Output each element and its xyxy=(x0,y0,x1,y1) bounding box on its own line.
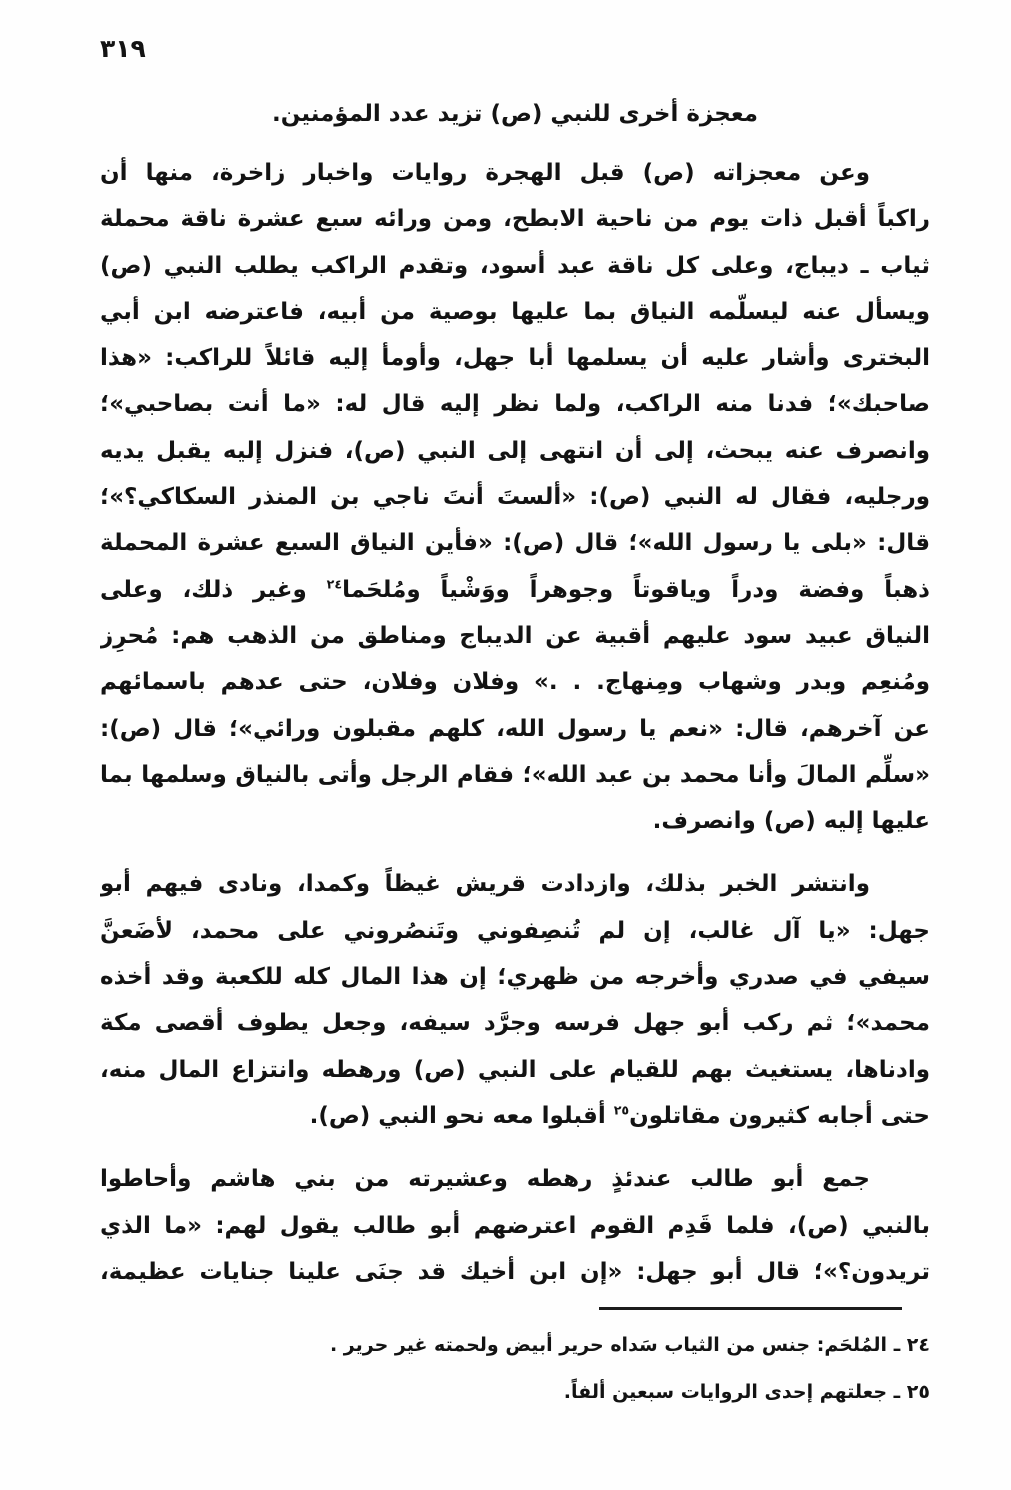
text-line: عليها إليه (ص) وانصرف. xyxy=(652,808,930,835)
paragraphs xyxy=(100,150,930,1312)
text-line: عن آخرهم، قال: «نعم يا رسول الله، كلهم مقبلون ورائي»؛ قال (ص): xyxy=(100,715,930,742)
text-line: ذهباً وفضة ودراً وياقوتاً وجوهراً ووَشْياً ومُلحَما$^{٢٤}$ وغير ذلك، وعلى xyxy=(100,576,930,603)
text-line: وعن معجزاته (ص) قبل الهجرة روايات واخبار زاخرة، منها أن xyxy=(100,160,870,186)
paragraph xyxy=(100,861,930,1139)
section-heading: معجزة أخرى للنبي (ص) تزيد عدد المؤمنين. xyxy=(271,101,759,127)
text-line: حتى أجابه كثيرون مقاتلون$^{٢٥}$ أقبلوا معه نحو النبي (ص). xyxy=(309,1102,930,1129)
footnote-ref: ٢٤ xyxy=(326,576,343,592)
footnote: ٢٥ ـ جعلتهم إحدى الروايات سبعين ألفاً. xyxy=(563,1381,930,1403)
footnote-separator xyxy=(599,1307,902,1310)
text-line: جهل: «يا آل غالب، إن لم تُنصِفوني وتَنصُروني على محمد، لأضَعنَّ xyxy=(100,917,930,944)
text-line: ورجليه، فقال له النبي (ص): «ألستَ أنتَ ناجي بن المنذر السكاكي؟»؛ xyxy=(100,484,930,511)
paragraph xyxy=(100,150,930,844)
text-line: ثياب ـ ديباج، وعلى كل ناقة عبد أسود، وتقدم الراكب يطلب النبي (ص) xyxy=(100,252,930,279)
text-line: راكباً أقبل ذات يوم من ناحية الابطح، ومن ورائه سبع عشرة ناقة محملة xyxy=(100,206,930,233)
text-line: البخترى وأشار عليه أن يسلمها أبا جهل، وأومأ إليه قائلاً للراكب: «هذا xyxy=(100,345,930,372)
text-line: سيفي في صدري وأخرجه من ظهري؛ إن هذا المال كله للكعبة وقد أخذه xyxy=(100,964,930,991)
text-line: جمع أبو طالب عندئذٍ رهطه وعشيرته من بني هاشم وأحاطوا xyxy=(100,1166,870,1193)
footnotes-list xyxy=(100,1322,930,1416)
text-line: وادناها، يستغيث بهم للقيام على النبي (ص) ورهطه وانتزاع المال منه، xyxy=(100,1056,930,1083)
paragraph xyxy=(100,1156,930,1295)
text-line: ومُنعِم وبدر وشهاب ومِنهاج. . .» وفلان وفلان، حتى عدهم باسمائهم xyxy=(100,669,930,696)
footnote-ref: ٢٥ xyxy=(613,1102,630,1118)
text-line: النياق عبيد سود عليهم أقبية عن الديباج ومناطق من الذهب هم: مُحرِز xyxy=(100,622,930,649)
text-line: محمد»؛ ثم ركب أبو جهل فرسه وجرَّد سيفه، وجعل يطوف أقصى مكة xyxy=(100,1010,930,1037)
text-line: صاحبك»؛ فدنا منه الراكب، ولما نظر إليه قال له: «ما أنت بصاحبي»؛ xyxy=(100,391,930,418)
text-line: قال: «بلى يا رسول الله»؛ قال (ص): «فأين النياق السبع عشرة المحملة xyxy=(100,530,930,557)
page-number: ٣١٩ xyxy=(100,34,146,63)
text-line: وانصرف عنه يبحث، إلى أن انتهى إلى النبي (ص)، فنزل إليه يقبل يديه xyxy=(100,437,930,464)
text-line: «سلِّم المالَ وأنا محمد بن عبد الله»؛ فقام الرجل وأتى بالنياق وسلمها بما xyxy=(100,761,930,788)
text-line: وانتشر الخبر بذلك، وازدادت قريش غيظاً وكمدا، ونادى فيهم أبو xyxy=(100,871,870,898)
text-line: تريدون؟»؛ قال أبو جهل: «إن ابن أخيك قد جنَى علينا جنايات عظيمة، xyxy=(100,1258,930,1285)
text-line: بالنبي (ص)، فلما قَدِم القوم اعترضهم أبو طالب يقول لهم: «ما الذي xyxy=(100,1212,930,1239)
footnote: ٢٤ ـ المُلحَم: جنس من الثياب سَداه حرير أبيض ولحمته غير حرير . xyxy=(329,1334,930,1356)
text-line: ويسأل عنه ليسلّمه النياق بما عليها بوصية من أبيه، فاعترضه ابن أبي xyxy=(100,298,930,325)
